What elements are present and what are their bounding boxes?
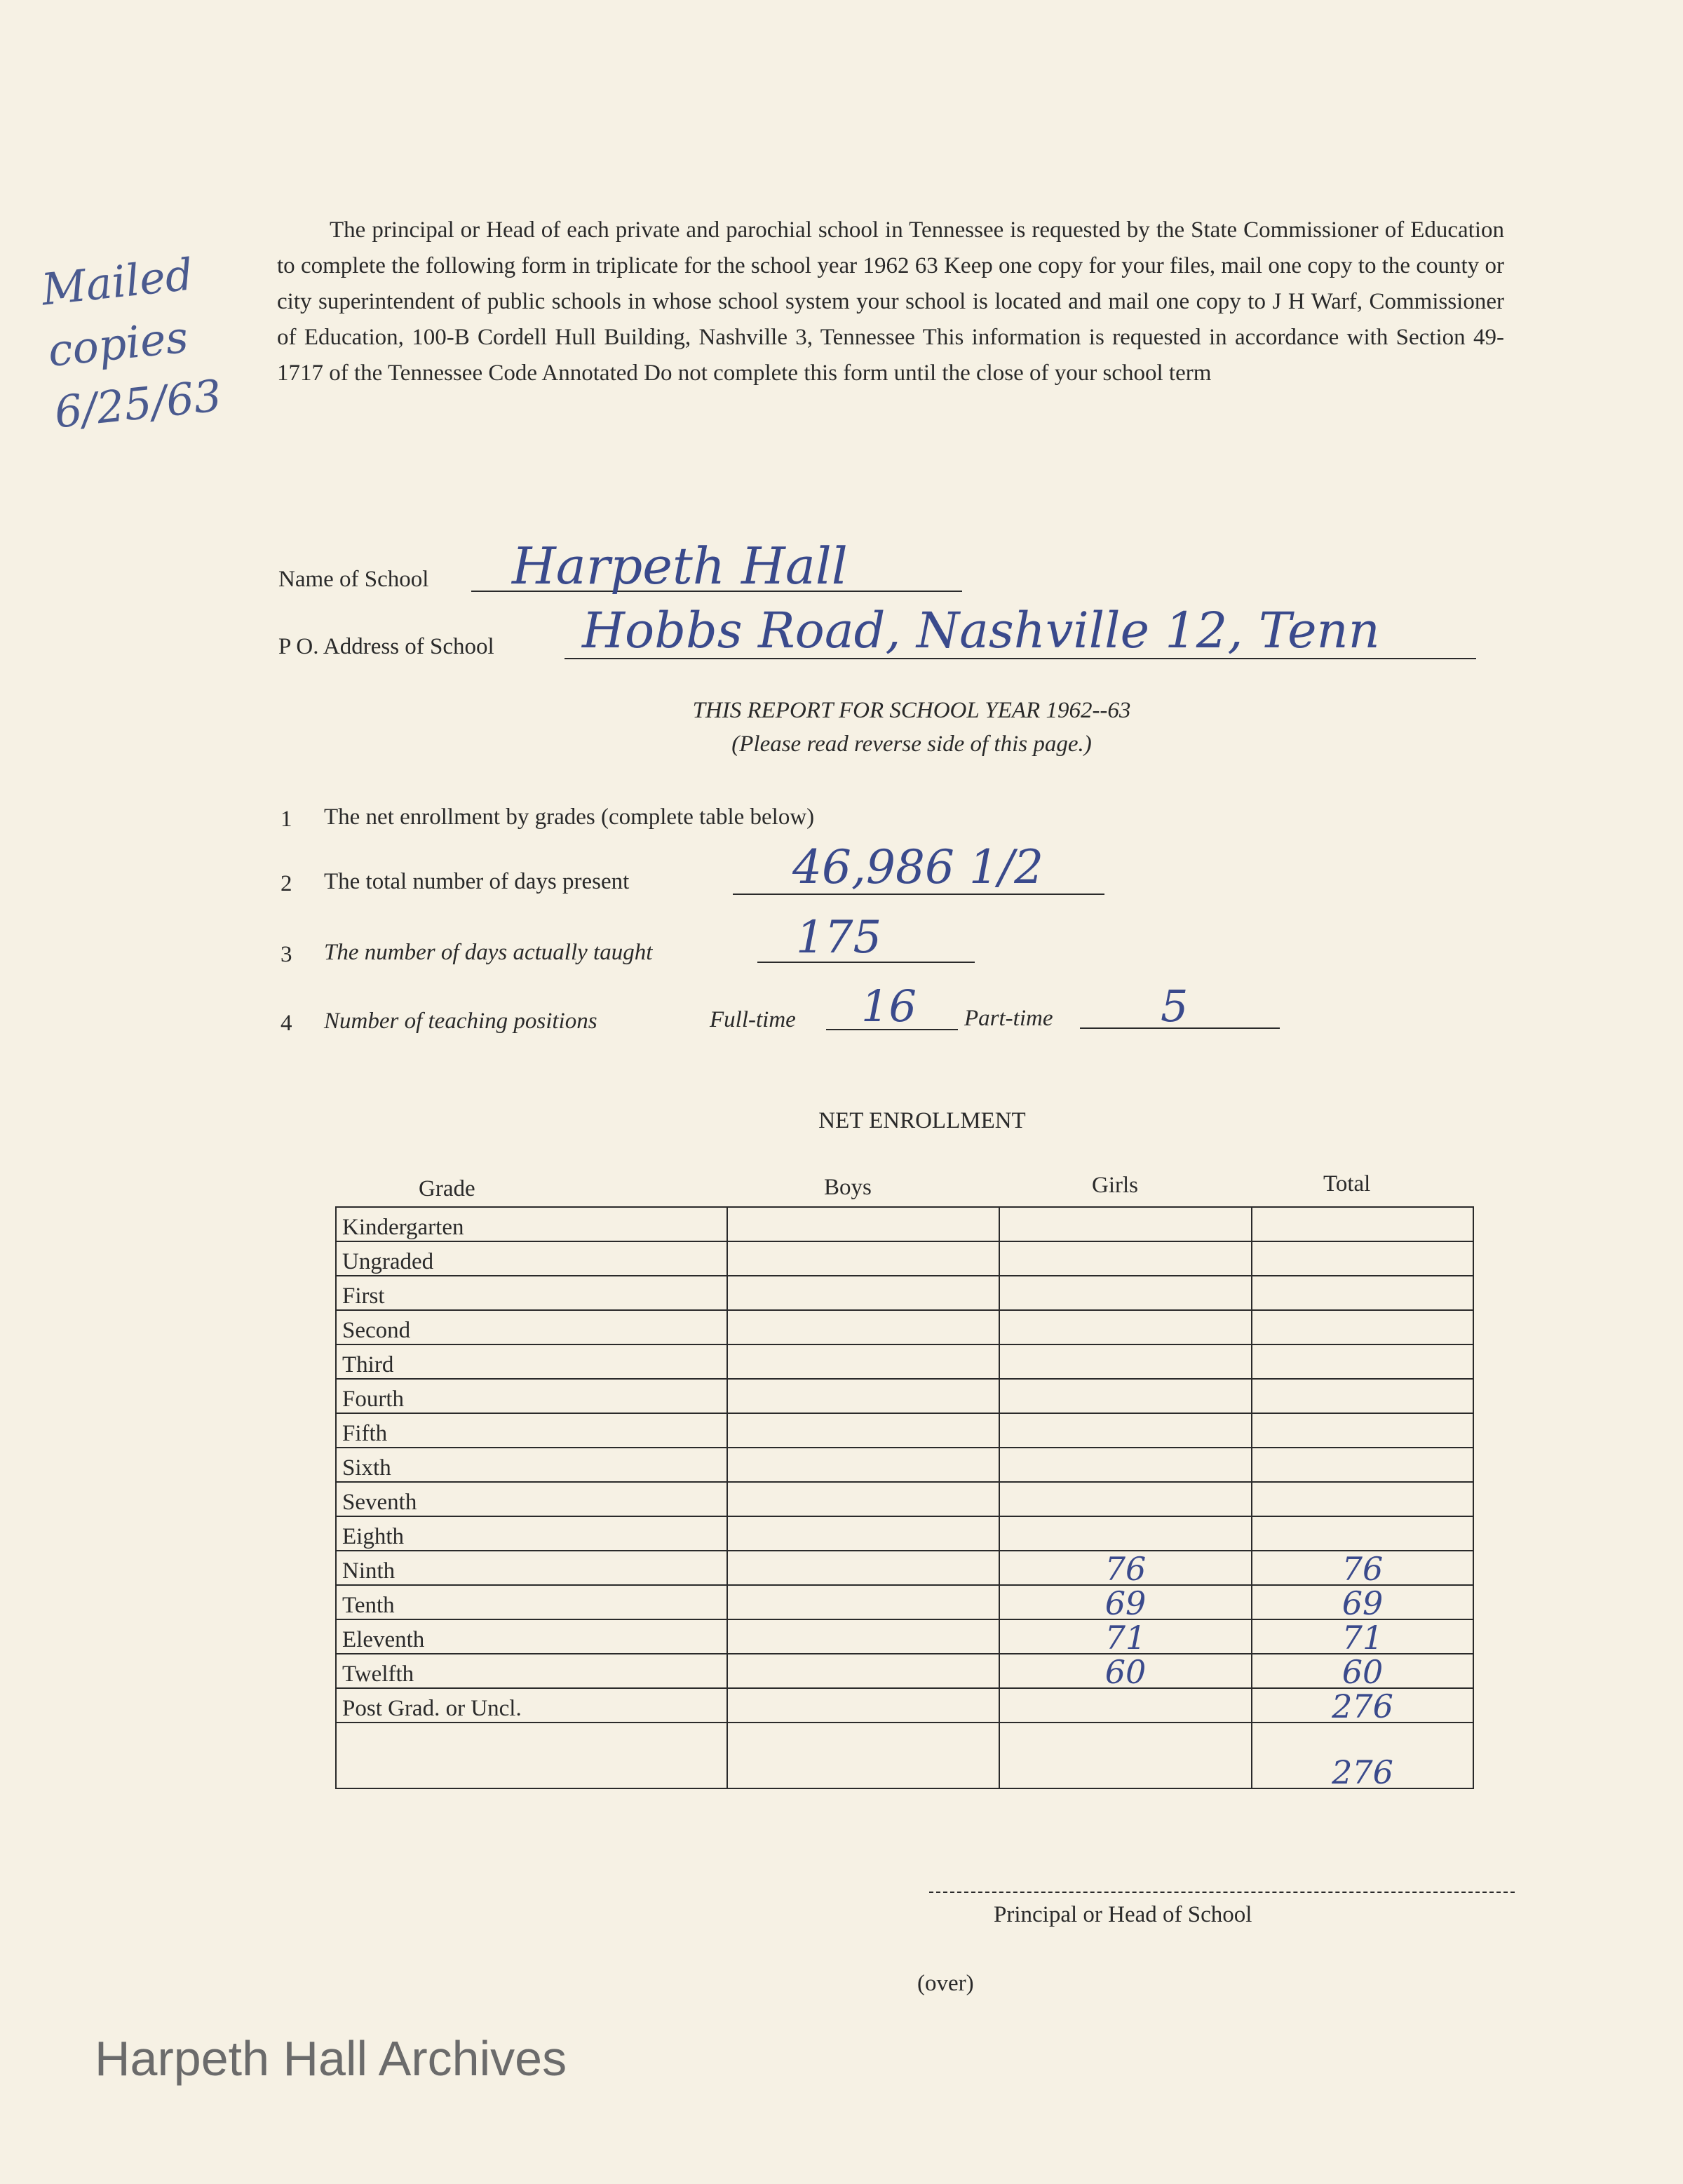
- table-row-total: [336, 1723, 1473, 1788]
- grade-cell[interactable]: Eighth: [336, 1516, 727, 1551]
- girls-cell[interactable]: [999, 1688, 1252, 1723]
- grade-cell[interactable]: Fifth: [336, 1413, 727, 1448]
- table-row: [336, 1482, 1473, 1516]
- report-title: THIS REPORT FOR SCHOOL YEAR 1962--63: [692, 698, 1131, 723]
- table-row: [336, 1207, 1473, 1241]
- grade-cell[interactable]: Fourth: [336, 1379, 727, 1413]
- girls-cell[interactable]: [999, 1379, 1252, 1413]
- boys-cell[interactable]: [727, 1654, 999, 1688]
- total-cell[interactable]: [1252, 1207, 1473, 1241]
- grade-cell[interactable]: Ungraded: [336, 1241, 727, 1276]
- empty-cell[interactable]: [727, 1723, 999, 1788]
- grade-cell[interactable]: Seventh: [336, 1482, 727, 1516]
- total-cell[interactable]: 76: [1252, 1551, 1473, 1585]
- grade-cell[interactable]: Kindergarten: [336, 1207, 727, 1241]
- grade-cell[interactable]: Eleventh: [336, 1619, 727, 1654]
- total-cell[interactable]: [1252, 1413, 1473, 1448]
- grade-cell[interactable]: Post Grad. or Uncl.: [336, 1688, 727, 1723]
- table-row: [336, 1448, 1473, 1482]
- empty-cell[interactable]: [336, 1723, 727, 1788]
- boys-cell[interactable]: [727, 1310, 999, 1344]
- total-cell[interactable]: 60: [1252, 1654, 1473, 1688]
- girls-cell[interactable]: 69: [999, 1585, 1252, 1619]
- item3-value: 175: [796, 912, 882, 964]
- grade-cell[interactable]: Second: [336, 1310, 727, 1344]
- total-cell[interactable]: [1252, 1448, 1473, 1482]
- enrollment-title: NET ENROLLMENT: [818, 1108, 1026, 1133]
- fulltime-label: Full-time: [710, 1007, 796, 1032]
- boys-cell[interactable]: [727, 1344, 999, 1379]
- item4-number: 4: [280, 1011, 292, 1036]
- total-cell[interactable]: 71: [1252, 1619, 1473, 1654]
- item1-label: The net enrollment by grades (complete table below): [324, 804, 815, 830]
- grade-cell[interactable]: Third: [336, 1344, 727, 1379]
- header-boys: Boys: [824, 1175, 872, 1200]
- total-cell[interactable]: [1252, 1482, 1473, 1516]
- parttime-value: 5: [1161, 980, 1189, 1032]
- fulltime-value: 16: [861, 980, 917, 1032]
- girls-cell[interactable]: [999, 1413, 1252, 1448]
- boys-cell[interactable]: [727, 1619, 999, 1654]
- boys-cell[interactable]: [727, 1448, 999, 1482]
- girls-cell[interactable]: [999, 1448, 1252, 1482]
- header-girls: Girls: [1092, 1173, 1138, 1198]
- empty-cell[interactable]: [999, 1723, 1252, 1788]
- girls-cell[interactable]: 60: [999, 1654, 1252, 1688]
- item3-label: The number of days actually taught: [324, 940, 653, 965]
- item2-value: 46,986 1/2: [792, 840, 1044, 894]
- grand-total-cell[interactable]: 276: [1252, 1723, 1473, 1788]
- girls-cell[interactable]: [999, 1207, 1252, 1241]
- table-row: [336, 1688, 1473, 1723]
- enrollment-table: [335, 1206, 1474, 1789]
- total-cell[interactable]: 276: [1252, 1688, 1473, 1723]
- boys-cell[interactable]: [727, 1207, 999, 1241]
- address-label: P O. Address of School: [278, 634, 494, 659]
- intro-paragraph: [277, 213, 1504, 391]
- report-subtitle: (Please read reverse side of this page.): [731, 732, 1092, 757]
- table-row: [336, 1585, 1473, 1619]
- header-total: Total: [1323, 1171, 1371, 1197]
- boys-cell[interactable]: [727, 1551, 999, 1585]
- item3-number: 3: [280, 942, 292, 967]
- school-name-value: Harpeth Hall: [512, 537, 848, 595]
- intro-text: The principal or Head of each private and parochial school in Tennessee is requested by the State Commissioner of Education to complete the following form in triplicate for the school year 1962 63 Keep one copy for your files, mail one copy to the county or city superintendent of public schools in whose school system your school is located and mail one copy to J H Warf, Commissioner of Education, 100-B Cordell Hull Building, Nashville 3, Tennessee This information is requested in accordance with Section 49-1717 of the Tennessee Code Annotated Do not complete this form until the close of your school term: [277, 217, 1504, 386]
- total-cell[interactable]: [1252, 1310, 1473, 1344]
- school-name-label: Name of School: [278, 567, 429, 592]
- table-row: [336, 1551, 1473, 1585]
- boys-cell[interactable]: [727, 1413, 999, 1448]
- table-row: [336, 1654, 1473, 1688]
- table-row: [336, 1344, 1473, 1379]
- table-row: [336, 1619, 1473, 1654]
- table-row: [336, 1241, 1473, 1276]
- boys-cell[interactable]: [727, 1241, 999, 1276]
- header-grade: Grade: [419, 1176, 475, 1201]
- total-cell[interactable]: [1252, 1344, 1473, 1379]
- grade-cell[interactable]: Tenth: [336, 1585, 727, 1619]
- item2-number: 2: [280, 871, 292, 896]
- girls-cell[interactable]: [999, 1344, 1252, 1379]
- table-row: [336, 1310, 1473, 1344]
- girls-cell[interactable]: 76: [999, 1551, 1252, 1585]
- address-value: Hobbs Road, Nashville 12, Tenn: [582, 602, 1380, 659]
- grade-cell[interactable]: Ninth: [336, 1551, 727, 1585]
- over-label: (over): [917, 1971, 974, 1996]
- boys-cell[interactable]: [727, 1516, 999, 1551]
- table-row: [336, 1413, 1473, 1448]
- item4-label: Number of teaching positions: [324, 1009, 597, 1034]
- table-row: [336, 1276, 1473, 1310]
- item1-number: 1: [280, 807, 292, 832]
- table-row: [336, 1516, 1473, 1551]
- boys-cell[interactable]: [727, 1688, 999, 1723]
- boys-cell[interactable]: [727, 1482, 999, 1516]
- total-cell[interactable]: [1252, 1276, 1473, 1310]
- total-cell[interactable]: [1252, 1516, 1473, 1551]
- signature-line: [929, 1892, 1515, 1893]
- total-cell[interactable]: [1252, 1241, 1473, 1276]
- boys-cell[interactable]: [727, 1276, 999, 1310]
- grade-cell[interactable]: Twelfth: [336, 1654, 727, 1688]
- item2-label: The total number of days present: [324, 869, 630, 894]
- girls-cell[interactable]: [999, 1276, 1252, 1310]
- boys-cell[interactable]: [727, 1585, 999, 1619]
- grade-cell[interactable]: First: [336, 1276, 727, 1310]
- girls-cell[interactable]: [999, 1516, 1252, 1551]
- girls-cell[interactable]: [999, 1241, 1252, 1276]
- girls-cell[interactable]: [999, 1482, 1252, 1516]
- parttime-label: Part-time: [964, 1006, 1053, 1031]
- margin-note: Mailed copies 6/25/63: [39, 248, 224, 438]
- signature-label: Principal or Head of School: [994, 1902, 1252, 1927]
- girls-cell[interactable]: 71: [999, 1619, 1252, 1654]
- total-cell[interactable]: [1252, 1379, 1473, 1413]
- grade-cell[interactable]: Sixth: [336, 1448, 727, 1482]
- archive-watermark: Harpeth Hall Archives: [95, 2031, 567, 2086]
- boys-cell[interactable]: [727, 1379, 999, 1413]
- girls-cell[interactable]: [999, 1310, 1252, 1344]
- total-cell[interactable]: 69: [1252, 1585, 1473, 1619]
- table-row: [336, 1379, 1473, 1413]
